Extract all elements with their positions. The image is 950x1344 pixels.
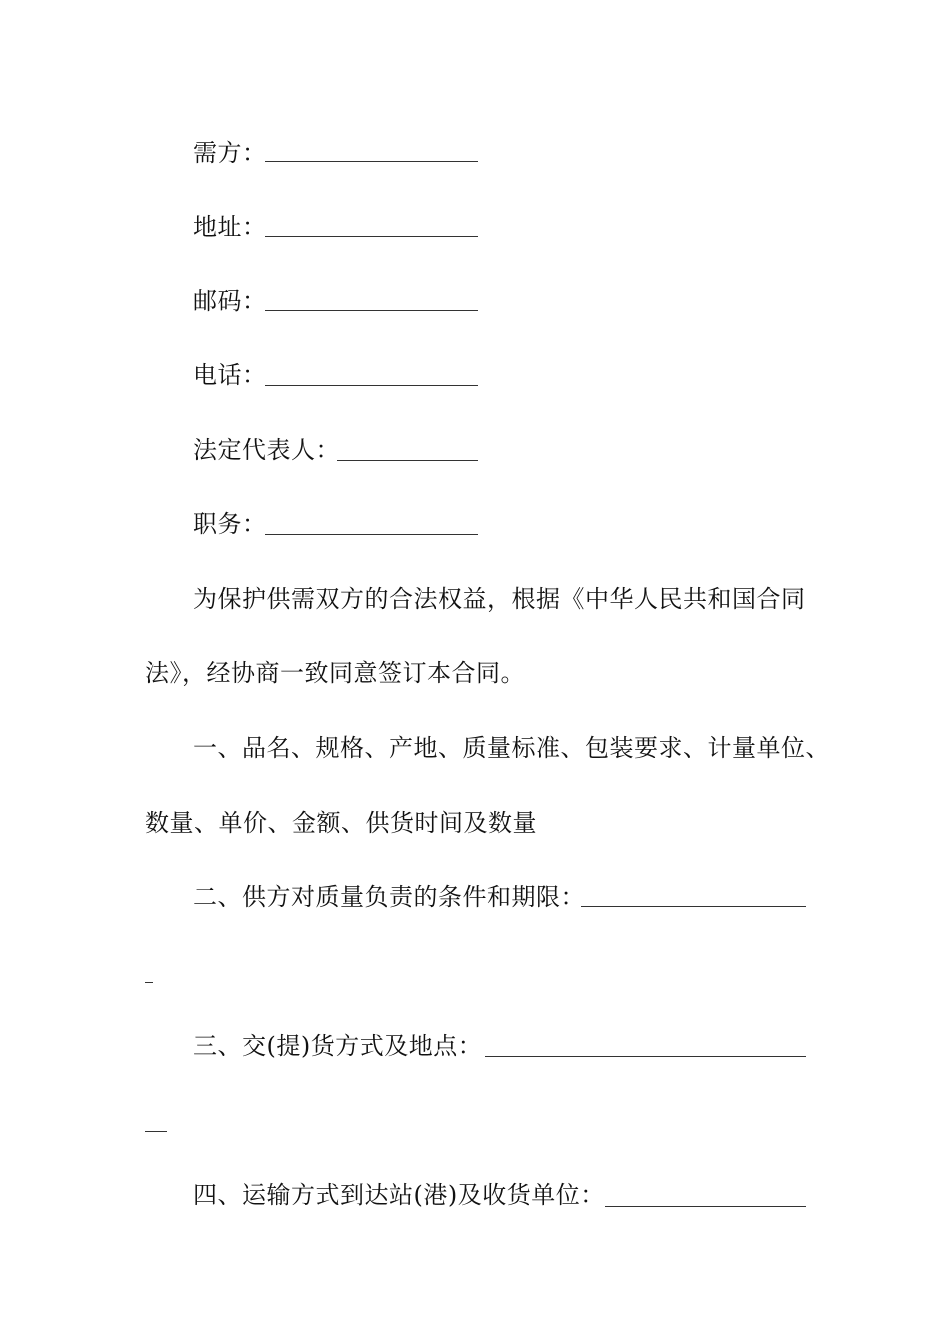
clause-one-line-1: 一、品名、规格、产地、质量标准、包装要求、计量单位、: [193, 734, 830, 762]
clause-one-line-2: 数量、单价、金额、供货时间及数量: [145, 809, 537, 837]
field-label-postcode: 邮码：: [193, 287, 267, 315]
clause-two: 二、供方对质量负责的条件和期限：: [193, 883, 585, 911]
field-label-demand-party: 需方：: [193, 139, 267, 167]
field-blank-position[interactable]: [265, 534, 478, 535]
field-label-legal-representative: 法定代表人：: [193, 436, 340, 464]
clause-four-blank[interactable]: [605, 1206, 806, 1207]
field-label-phone: 电话：: [193, 361, 267, 389]
field-blank-phone[interactable]: [265, 385, 478, 386]
clause-four: 四、运输方式到达站(港)及收货单位：: [193, 1181, 605, 1209]
field-blank-demand-party[interactable]: [265, 161, 478, 162]
field-blank-legal-representative[interactable]: [337, 460, 478, 461]
clause-two-blank-continued[interactable]: [145, 982, 153, 983]
intro-line-2: 法》，经协商一致同意签订本合同。: [145, 659, 525, 687]
clause-three: 三、交(提)货方式及地点：: [193, 1032, 483, 1060]
intro-line-1: 为保护供需双方的合法权益，根据《中华人民共和国合同: [193, 585, 806, 613]
clause-three-blank-continued[interactable]: [145, 1131, 167, 1132]
field-label-position: 职务：: [193, 510, 267, 538]
field-blank-postcode[interactable]: [265, 310, 478, 311]
clause-three-blank[interactable]: [485, 1056, 806, 1057]
field-blank-address[interactable]: [265, 236, 478, 237]
field-label-address: 地址：: [193, 213, 267, 241]
clause-two-blank[interactable]: [581, 906, 806, 907]
